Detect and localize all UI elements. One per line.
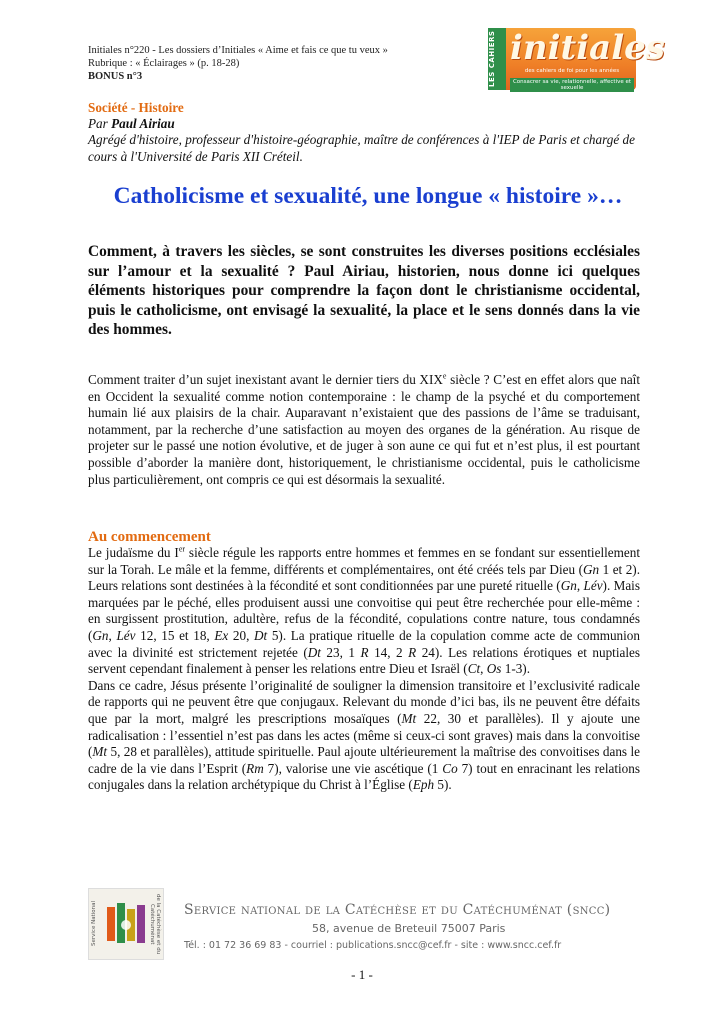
sncc-logo-icon	[105, 901, 147, 947]
rubric-line: Rubrique : « Éclairages » (p. 18-28)	[88, 58, 240, 69]
section-paragraph: Le judaïsme du Ier siècle régule les rapports entre hommes et femmes en se fondant sur essentiellement sur la Torah. Le mâle et la femme, différents et complémentaires, ont été créés tels par Dieu (Gn 1 et 2). Leurs relations sont destinées à la fécondité et sont conditionnées par une pureté rituelle (Gn, Lév). Mais marquées par le péché, elles produisent aussi une convoitise qui peut être recherchée pour elle-même : en surgissent prostitution, adultère, refus de la fécondité, copulations contre nature, tous condamnés (Gn, Lév 12, 15 et 18, Ex 20, Dt 5). La pratique rituelle de la copulation comme acte de communion avec la divinité est strictement rejetée (Dt 23, 1 R 14, 2 R 24). Les relations érotiques et nuptiales servent cependant finalement à penser les relations entre Dieu et Israël (Ct, Os 1-3). Dans ce cadre, Jésus présente l’originalité de souligner la dimension transitoire et l’exclusivité radicale de rapports qui ne peuvent être que conjugaux. Relevant du monde d’ici bas, ils ne peuvent être défaits que par la mort, malgré les prescriptions mosaïques (Mt 22, 30 et parallèles). Il y ajoute une radicalisation : l’essentiel n’est pas dans les actes (même si ceux-ci sont graves) mais dans la convoitise (Mt 5, 28 et parallèles), attitude spirituelle. Paul ajoute ultérieurement la maîtrise des convoitises dans le cadre de la vie dans l’Esprit (Rm 7), valorise une vie ascétique (1 Co 7) tout en enracinant les relations conjugales dans la relation archétypique du Christ à l’Église (Eph 5).	[88, 544, 640, 793]
emblem-text-left: Service National	[91, 901, 97, 947]
author-name: Paul Airiau	[111, 116, 175, 132]
byline-prefix: Par	[88, 116, 112, 132]
intro-paragraph: Comment traiter d’un sujet inexistant avant le dernier tiers du XIXe siècle ? C’est en effet alors que naît en Occident la sexualité comme notion contemporaine : le champ de la psyché et du comportement humain lié aux plaisirs de la chair. Auparavant n’existaient que des passions de l’âme se traduisant, notamment, par la recherche d’une satisfaction au moyen des organes de la génération. Au risque de projeter sur le passé une notion évolutive, et de juger à son aune ce qui fut et n’est plus, il est pourtant possible d’aborder la manière dont, historiquement, le christianisme occidental, puis le catholicisme plus particulièrement, ont compris ce qui est désormais la sexualité.	[88, 371, 640, 487]
byline	[88, 116, 648, 132]
emblem-text-right: de la Catéchèse et du Catéchuménat	[149, 893, 161, 955]
bonus-label: BONUS n°3	[88, 71, 143, 82]
article-rubric	[88, 100, 648, 165]
sncc-emblem	[88, 888, 164, 960]
issue-line: Initiales n°220 - Les dossiers d’Initiales « Aime et fais ce que tu veux »	[88, 45, 388, 56]
article-lead: Comment, à travers les siècles, se sont construites les diverses positions ecclésiales sur l’amour et la sexualité ? Paul Airiau, historien, nous donne ici quelques éléments historiques pour comprendre la façon dont le christianisme occidental, puis le catholicisme, ont envisagé la sexualité, la place et le sens donnés dans la vie des hommes.	[88, 243, 640, 338]
logo-brand: initiales	[510, 28, 665, 68]
page-footer	[88, 888, 644, 958]
article-title: Catholicisme et sexualité, une longue « histoire »…	[113, 183, 623, 209]
issue-header	[88, 44, 488, 83]
logo-side-text: LES CAHIERS	[488, 28, 506, 90]
organization-contact: Tél. : 01 72 36 69 83 - courriel : publications.sncc@cef.fr - site : www.sncc.cef.fr	[184, 940, 562, 951]
page-number: - 1 -	[351, 967, 373, 982]
initiales-logo	[488, 28, 665, 91]
organization-name: Service national de la Catéchèse et du Catéchuménat (sncc)	[184, 902, 611, 918]
organization-address: 58, avenue de Breteuil 75007 Paris	[312, 922, 506, 935]
category-label: Société - Histoire	[88, 100, 184, 115]
logo-tagline-banner: Consacrer sa vie, relationnelle, affective et sexuelle	[510, 78, 634, 92]
author-bio: Agrégé d'histoire, professeur d'histoire-géographie, maître de conférences à l'IEP de Paris et chargé de cours à l'Université de Paris XII Créteil.	[88, 132, 635, 164]
section-title: Au commencement	[88, 529, 211, 545]
logo-tagline: des cahiers de foi pour les années	[524, 68, 620, 74]
